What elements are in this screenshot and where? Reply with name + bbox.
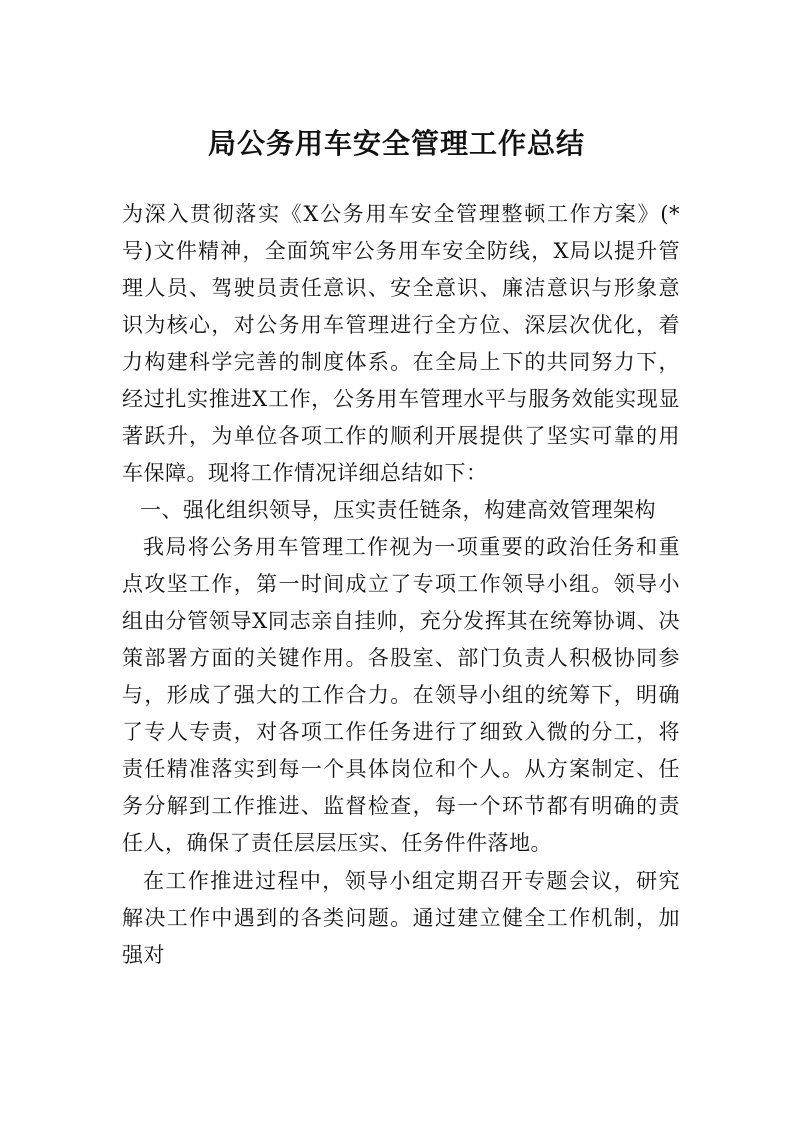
document-title: 局公务用车安全管理工作总结 [207,127,585,160]
intro-paragraph: 为深入贯彻落实《X公务用车安全管理整顿工作方案》(*号)文件精神，全面筑牢公务用车安全防线，X局以提升管理人员、驾驶员责任意识、安全意识、廉洁意识与形象意识为核心，对公务用车管理进行全方位、深层次优化，着力构建科学完善的制度体系。在全局上下的共同努力下，经过扎实推进X工作，公务用车管理水平与服务效能实现显著跃升，为单位各项工作的顺利开展提供了坚实可靠的用车保障。现将工作情况详细总结如下： [122,202,680,485]
body-paragraph: 在工作推进过程中，领导小组定期召开专题会议，研究解决工作中遇到的各类问题。通过建立健全工作机制，加强对 [122,869,680,967]
section-heading-1: 一、强化组织领导，压实责任链条，构建高效管理架构 [140,498,656,522]
document-body [122,196,680,974]
body-paragraph: 我局将公务用车管理工作视为一项重要的政治任务和重点攻坚工作，第一时间成立了专项工作领导小组。领导小组由分管领导X同志亲自挂帅，充分发挥其在统筹协调、决策部署方面的关键作用。各股室、部门负责人积极协同参与，形成了强大的工作合力。在领导小组的统筹下，明确了专人专责，对各项工作任务进行了细致入微的分工，将责任精准落实到每一个具体岗位和个人。从方案制定、任务分解到工作推进、监督检查，每一个环节都有明确的责任人，确保了责任层层压实、任务件件落地。 [122,535,680,855]
